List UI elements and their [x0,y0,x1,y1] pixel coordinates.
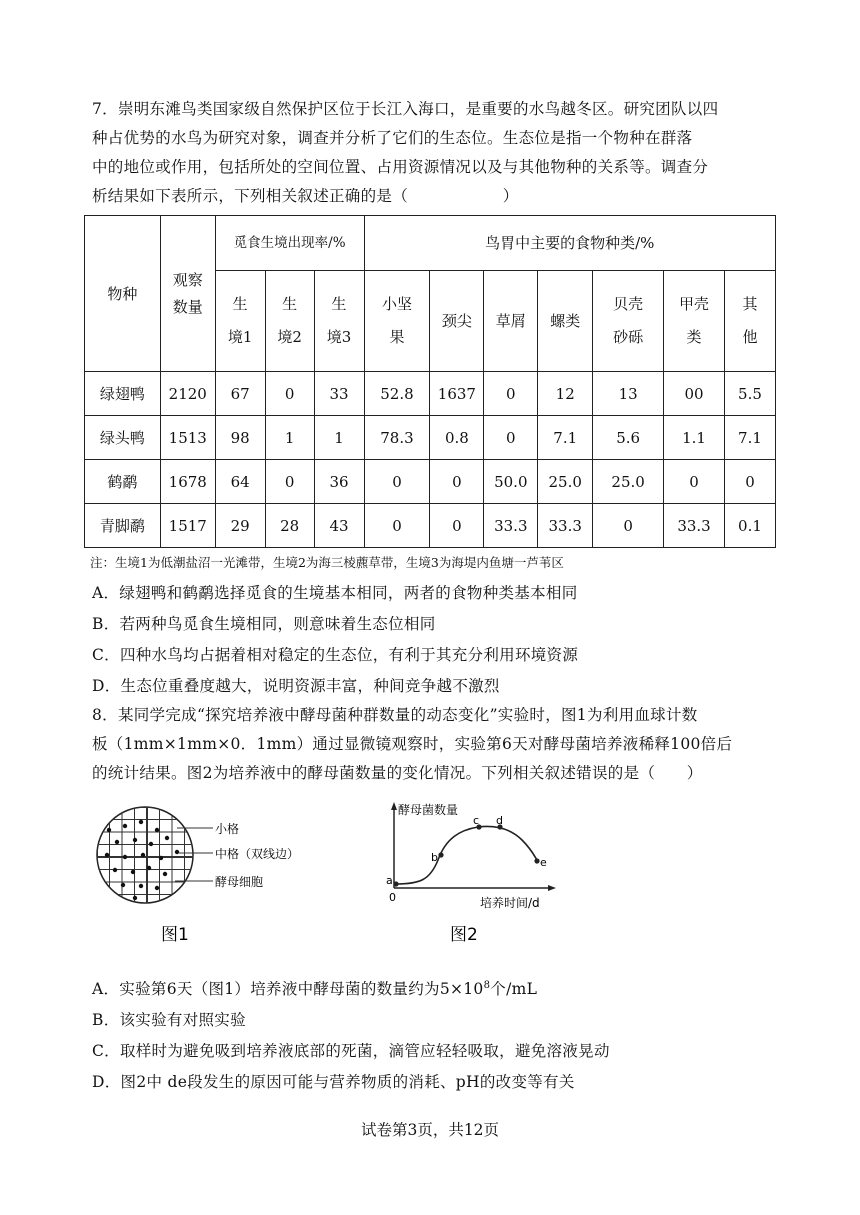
q8-option-a [92,977,537,999]
ecological-niche-table [84,215,776,548]
header-food-5: 贝壳砂砾 [593,271,664,372]
table-cell: 0.1 [724,504,775,548]
yeast-cell [139,884,143,888]
table-cell: 28 [265,504,314,548]
figure-2-caption: 图2 [450,925,478,945]
header-food-4: 螺类 [538,271,593,372]
figure-2-population-curve [380,800,580,950]
table-cell: 0 [724,460,775,504]
q7-option-c: C．四种水鸟均占据着相对稳定的生态位，有利于其充分利用环境资源 [92,646,579,664]
q8-stem [92,701,782,788]
header-count: 观察数量 [160,216,215,372]
label-e: e [540,856,547,869]
table-cell: 33.3 [664,504,725,548]
label-yeast-cell: 酵母细胞 [215,875,264,889]
header-food-1: 小坚果 [364,271,430,372]
yeast-cell [123,855,127,859]
header-food-group: 鸟胃中主要的食物种类/% [364,216,775,271]
y-axis-arrow [391,802,397,810]
q7-stem [92,95,782,211]
yeast-cell [107,828,111,832]
table-cell: 13 [593,372,664,416]
point-e [534,858,539,863]
header-habitat-3: 生境3 [314,271,364,372]
label-mid-square: 中格（双线边） [215,847,300,861]
table-cell: 0 [430,504,484,548]
table-cell: 78.3 [364,416,430,460]
table-note: 注：生境1为低潮盐沼一光滩带，生境2为海三棱藨草带，生境3为海堤内鱼塘一芦苇区 [90,555,564,570]
label-c: c [473,814,480,827]
header-habitat-2: 生境2 [265,271,314,372]
q8-line-1: 8．某同学完成“探究培养液中酵母菌种群数量的动态变化”实验时，图1为利用血球计数 [92,706,698,724]
label-d: d [496,814,503,827]
table-cell: 0 [265,460,314,504]
table-cell: 0 [265,372,314,416]
table-row [85,416,776,460]
table-cell: 36 [314,460,364,504]
table-cell: 00 [664,372,725,416]
q8-option-a-suffix: 个/mL [490,980,538,998]
yeast-cell [155,886,159,890]
yeast-cell [139,820,143,824]
q7-line-1: 7．崇明东滩鸟类国家级自然保护区位于长江入海口，是重要的水鸟越冬区。研究团队以四 [92,100,719,118]
yeast-cell [149,842,153,846]
table-cell: 0 [484,416,538,460]
q7-option-d: D．生态位重叠度越大，说明资源丰富，种间竞争越不激烈 [92,677,500,695]
table-cell: 7.1 [724,416,775,460]
table-cell: 12 [538,372,593,416]
table-cell: 1678 [160,460,215,504]
table-row [85,372,776,416]
yeast-cell [133,838,137,842]
table-cell: 29 [215,504,265,548]
table-cell: 43 [314,504,364,548]
yeast-cell [113,868,117,872]
table-cell: 33.3 [484,504,538,548]
label-a: a [386,874,393,887]
yeast-cell [141,853,145,857]
table-cell: 98 [215,416,265,460]
table-cell: 33.3 [538,504,593,548]
q8-option-a-prefix: A．实验第6天（图1）培养液中酵母菌的数量约为5×10 [92,980,484,998]
table-cell: 2120 [160,372,215,416]
header-food-6: 甲壳类 [664,271,725,372]
yeast-cell [175,850,179,854]
table-cell: 67 [215,372,265,416]
table-cell: 1517 [160,504,215,548]
header-food-7: 其他 [724,271,775,372]
table-row [85,460,776,504]
table-cell: 0 [364,504,430,548]
table-cell: 33 [314,372,364,416]
y-axis-label: 酵母菌数量 [398,803,459,817]
q8-option-d: D．图2中 de段发生的原因可能与营养物质的消耗、pH的改变等有关 [92,1073,575,1091]
table-cell: 5.6 [593,416,664,460]
q7-line-2: 种占优势的水鸟为研究对象，调查并分析了它们的生态位。生态位是指一个物种在群落 [92,129,693,147]
figure-1-caption: 图1 [161,925,189,945]
header-habitat-group: 觅食生境出现率/% [215,216,364,271]
label-small-square: 小格 [215,822,240,836]
figure-1-hemocytometer [95,800,345,950]
q8-option-a-exponent: 8 [483,979,491,991]
yeast-cell [105,853,109,857]
yeast-cell [163,872,167,876]
yeast-cell [133,896,137,900]
q7-line-4: 析结果如下表所示，下列相关叙述正确的是（ ） [92,187,519,205]
origin-label: 0 [389,891,396,904]
table-cell: 0 [593,504,664,548]
table-row [85,504,776,548]
table-cell: 0.8 [430,416,484,460]
yeast-cell [147,866,151,870]
table-cell: 1.1 [664,416,725,460]
table-cell: 25.0 [538,460,593,504]
point-a [393,881,398,886]
yeast-cell [115,840,119,844]
species-name-cell: 青脚鹬 [85,504,161,548]
table-cell: 1513 [160,416,215,460]
yeast-cell [123,824,127,828]
header-habitat-1: 生境1 [215,271,265,372]
header-food-3: 草屑 [484,271,538,372]
point-b [438,852,443,857]
q7-line-3: 中的地位或作用，包括所处的空间位置、占用资源情况以及与其他物种的关系等。调查分 [92,158,709,176]
table-cell: 0 [484,372,538,416]
growth-curve [396,826,538,884]
page-footer: 试卷第3页，共12页 [360,1121,500,1139]
table-cell: 25.0 [593,460,664,504]
species-name-cell: 绿翅鸭 [85,372,161,416]
species-name-cell: 鹤鹬 [85,460,161,504]
yeast-cell [155,828,159,832]
table-cell: 52.8 [364,372,430,416]
q8-line-3: 的统计结果。图2为培养液中的酵母菌数量的变化情况。下列相关叙述错误的是（ ） [92,764,703,782]
table-cell: 5.5 [724,372,775,416]
q7-option-b: B．若两种鸟觅食生境相同，则意味着生态位相同 [92,615,436,633]
q7-option-a: A．绿翅鸭和鹤鹬选择觅食的生境基本相同，两者的食物种类基本相同 [92,584,578,602]
x-axis-label: 培养时间/d [480,896,540,910]
table-cell: 0 [430,460,484,504]
yeast-cell [121,883,125,887]
table-cell: 50.0 [484,460,538,504]
label-b: b [431,851,438,864]
table-cell: 1 [265,416,314,460]
yeast-cell [165,836,169,840]
header-species: 物种 [85,216,161,372]
table-cell: 0 [664,460,725,504]
q8-option-c: C．取样时为避免吸到培养液底部的死菌，滴管应轻轻吸取，避免溶液晃动 [92,1042,610,1060]
q8-option-b: B．该实验有对照实验 [92,1011,246,1029]
species-name-cell: 绿头鸭 [85,416,161,460]
q8-line-2: 板（1mm×1mm×0．1mm）通过显微镜观察时，实验第6天对酵母菌培养液稀释100倍后 [92,735,733,753]
yeast-cell [131,870,135,874]
yeast-cell [159,856,163,860]
header-food-2: 颈尖 [430,271,484,372]
table-cell: 1 [314,416,364,460]
table-cell: 64 [215,460,265,504]
table-cell: 0 [364,460,430,504]
table-cell: 1637 [430,372,484,416]
x-axis-arrow [548,885,556,891]
table-cell: 7.1 [538,416,593,460]
